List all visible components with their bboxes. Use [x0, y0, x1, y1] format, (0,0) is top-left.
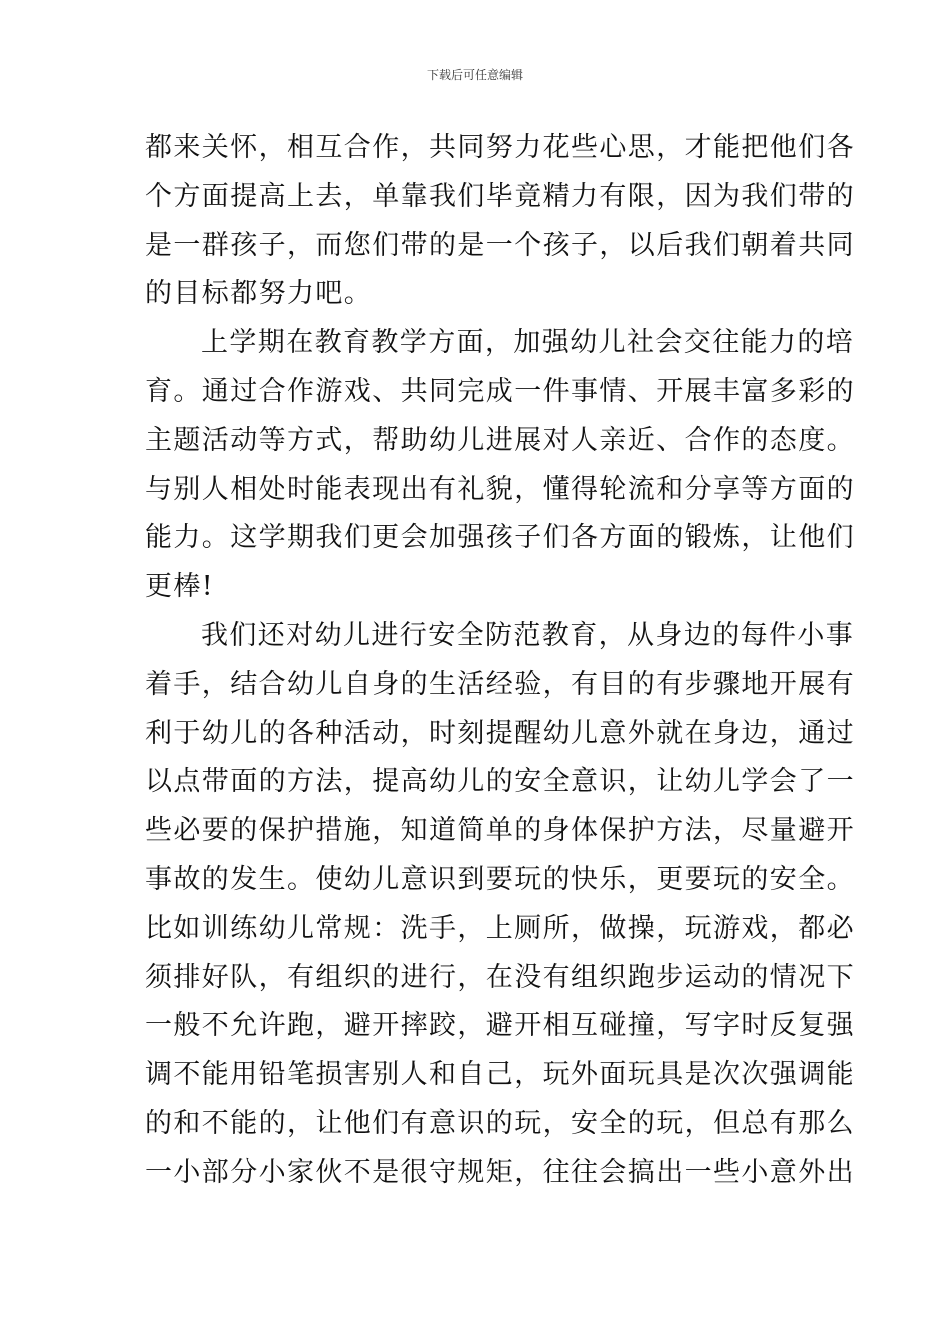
text-line: 事故的发生。使幼儿意识到要玩的快乐，更要玩的安全。 — [145, 863, 855, 895]
page-header: 下载后可任意编辑 — [426, 68, 523, 82]
text-line: 更棒! — [145, 571, 215, 603]
text-line: 上学期在教育教学方面，加强幼儿社会交往能力的培 — [201, 327, 855, 359]
text-line: 育。通过合作游戏、共同完成一件事情、开展丰富多彩的 — [145, 375, 855, 407]
text-line: 以点带面的方法，提高幼儿的安全意识，让幼儿学会了一 — [145, 766, 855, 798]
paragraph-1 — [145, 124, 855, 319]
text-line: 调不能用铅笔损害别人和自己，玩外面玩具是次次强调能 — [145, 1059, 855, 1091]
text-line: 须排好队，有组织的进行，在没有组织跑步运动的情况下 — [145, 961, 855, 993]
paragraph-2 — [145, 319, 855, 612]
text-line: 与别人相处时能表现出有礼貌，懂得轮流和分享等方面的 — [145, 473, 855, 505]
text-line: 个方面提高上去，单靠我们毕竟精力有限，因为我们带的 — [145, 180, 855, 212]
text-line: 些必要的保护措施，知道简单的身体保护方法，尽量避开 — [145, 815, 855, 847]
text-line: 利于幼儿的各种活动，时刻提醒幼儿意外就在身边，通过 — [145, 717, 855, 749]
text-line: 主题活动等方式，帮助幼儿进展对人亲近、合作的态度。 — [145, 424, 855, 456]
text-line: 一般不允许跑，避开摔跤，避开相互碰撞，写字时反复强 — [145, 1010, 855, 1042]
text-line: 的目标都努力吧。 — [145, 278, 373, 310]
text-line: 一小部分小家伙不是很守规矩，往往会搞出一些小意外出 — [145, 1156, 855, 1188]
text-line: 比如训练幼儿常规：洗手，上厕所，做操，玩游戏，都必 — [145, 912, 855, 944]
paragraph-3 — [145, 612, 855, 1198]
text-line: 的和不能的，让他们有意识的玩，安全的玩，但总有那么 — [145, 1107, 855, 1139]
text-line: 能力。这学期我们更会加强孩子们各方面的锻炼，让他们 — [145, 522, 855, 554]
text-line: 我们还对幼儿进行安全防范教育，从身边的每件小事 — [201, 619, 855, 651]
document-body — [145, 124, 855, 1198]
text-line: 是一群孩子，而您们带的是一个孩子，以后我们朝着共同 — [145, 229, 855, 261]
text-line: 着手，结合幼儿自身的生活经验，有目的有步骤地开展有 — [145, 668, 855, 700]
text-line: 都来关怀，相互合作，共同努力花些心思，才能把他们各 — [145, 132, 855, 163]
